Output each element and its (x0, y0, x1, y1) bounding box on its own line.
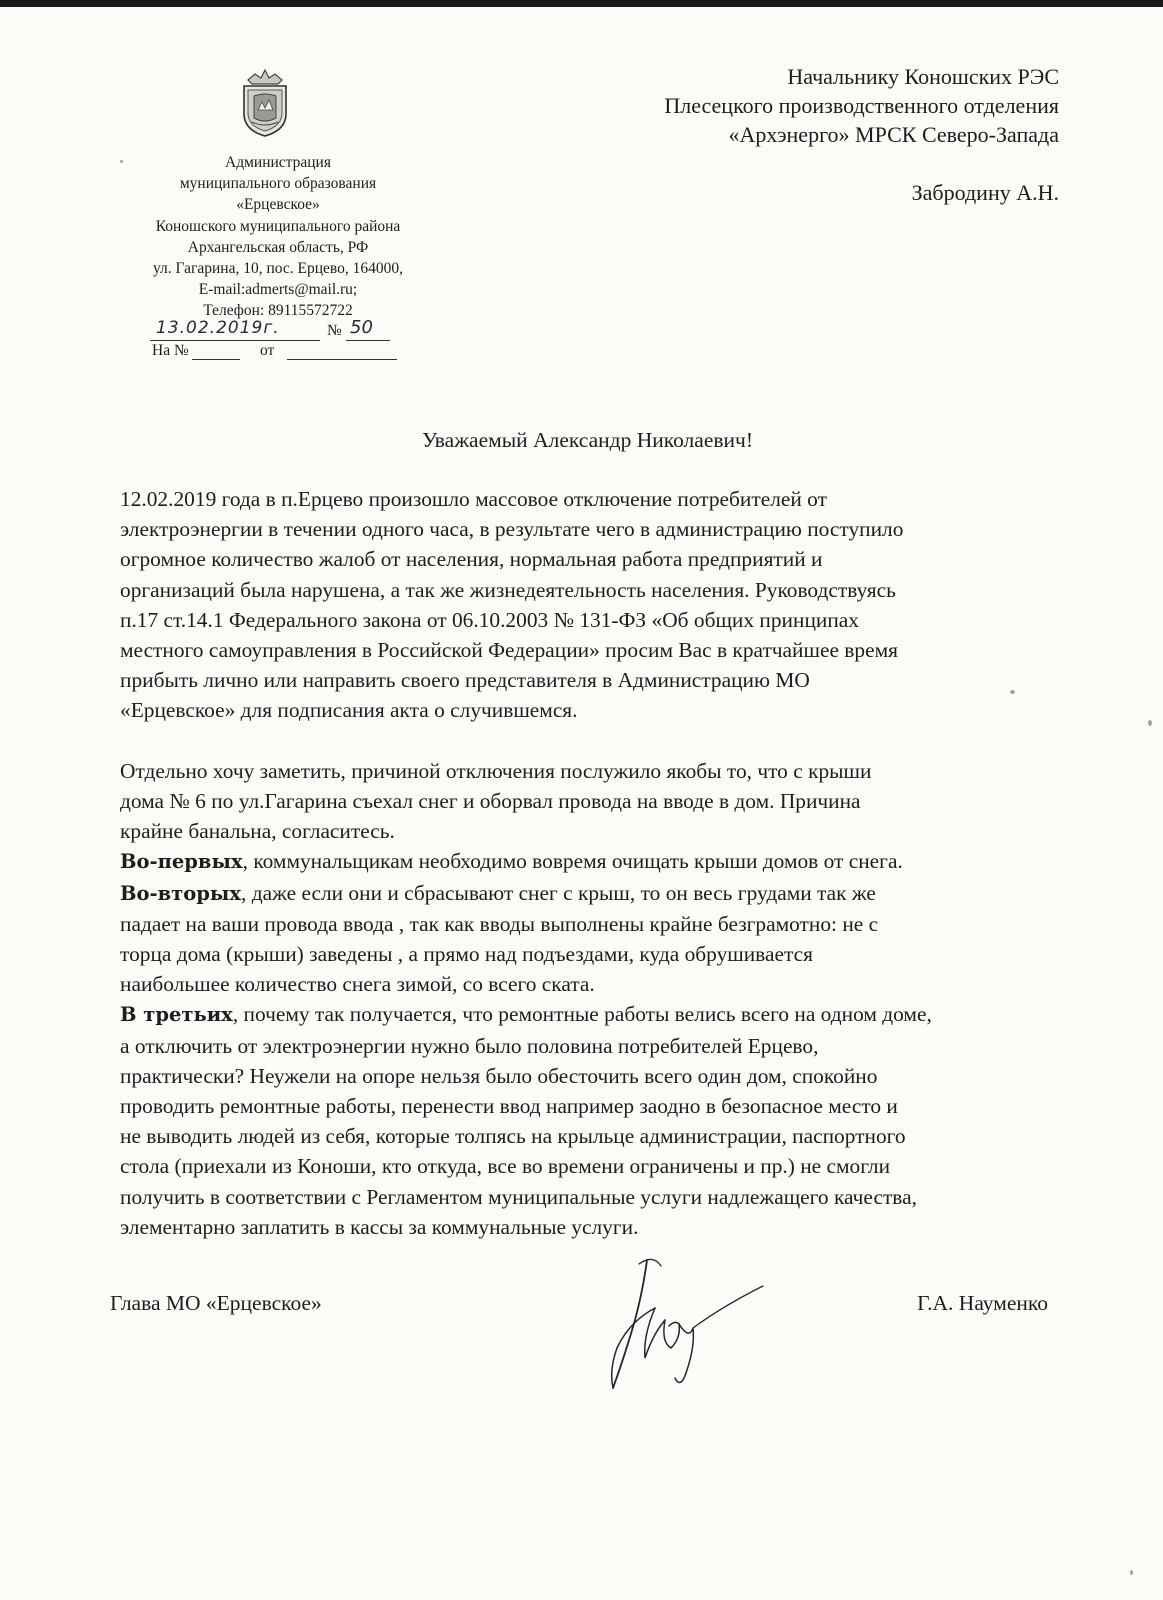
addressee-line: Плесецкого производственного отделения (664, 93, 1059, 118)
point-second-text: , даже если они и сбрасывают снег с крыш, то он весь грудами так же (241, 880, 876, 905)
sender-line: Архангельская область, РФ (187, 238, 369, 256)
signatory-name: Г.А. Науменко (917, 1291, 1048, 1315)
body-line: Отдельно хочу заметить, причиной отключения послужило якобы то, что с крыши (120, 758, 872, 783)
body-line: наибольшее количество снега зимой, со всего ската. (120, 972, 595, 997)
paragraph-gap (120, 726, 1070, 756)
addressee-line: «Архэнерго» МРСК Северо-Запада (728, 122, 1059, 147)
in-reply-date-blank (287, 359, 397, 360)
sender-line: Администрация (225, 154, 331, 171)
body-line: получить в соответствии с Регламентом муниципальные услуги надлежащего качества, (120, 1184, 917, 1209)
handwritten-signature-icon (595, 1250, 775, 1400)
sender-line: Коношского муниципального района (155, 217, 401, 235)
registration-number: 50 (350, 317, 373, 338)
sender-phone: Телефон: 89115572722 (203, 302, 353, 320)
sender-line: муниципального образования (179, 175, 377, 193)
coat-of-arms-icon (238, 66, 292, 138)
addressee-line: Начальнику Коношских РЭС (787, 64, 1059, 89)
point-first-text: , коммунальщикам необходимо вовремя очищать крыши домов от снега. (242, 849, 903, 874)
body-line: а отключить от электроэнергии нужно было половина потребителей Ерцево, (120, 1033, 819, 1058)
registration-number-label: № (327, 322, 342, 339)
body-line: «Ерцевское» для подписания акта о случившемся. (120, 698, 578, 723)
body-line: п.17 ст.14.1 Федерального закона от 06.10.2003 № 131-ФЗ «Об общих принципах (120, 607, 859, 632)
in-reply-label: На № (152, 342, 189, 359)
scan-speck (1130, 1570, 1133, 1575)
sender-block (118, 152, 438, 322)
body-line: практически? Неужели на опоре нельзя было обесточить всего один дом, спокойно (120, 1063, 878, 1088)
scan-speck (1148, 720, 1152, 726)
body-line: падает на ваши провода ввода , так как вводы выполнены крайне безграмотно: не с (120, 911, 879, 936)
scan-edge (0, 0, 1163, 7)
sender-line: «Ерцевское» (236, 196, 320, 214)
sender-address: ул. Гагарина, 10, пос. Ерцево, 164000, (152, 260, 403, 278)
point-second (120, 878, 1070, 909)
letter-body (120, 484, 1070, 1242)
number-underline (346, 340, 390, 341)
point-third-text: , почему так получается, что ремонтные работы велись всего на одном доме, (232, 1002, 932, 1027)
body-line: дома № 6 по ул.Гагарина съехал снег и оборвал провода на вводе в дом. Причина (120, 789, 861, 814)
greeting: Уважаемый Александр Николаевич! (421, 428, 753, 452)
in-reply-from-label: от (260, 342, 275, 359)
point-second-label: Во-вторых (120, 881, 242, 905)
point-first-label: Во-первых (120, 850, 243, 874)
point-first (120, 846, 1070, 877)
body-line: проводить ремонтные работы, перенести ввод например заодно в безопасное место и (120, 1094, 898, 1119)
registration-line (150, 317, 400, 344)
body-line: не выводить людей из себя, которые толпясь на крыльце администрации, паспортного (120, 1124, 906, 1149)
body-line: прибыть лично или направить своего представителя в Администрацию МО (120, 668, 810, 693)
addressee-block (664, 62, 1059, 207)
body-line: 12.02.2019 года в п.Ерцево произошло массовое отключение потребителей от (120, 487, 827, 511)
sender-email: E-mail:admerts@mail.ru; (198, 281, 358, 299)
body-line: элементарно заплатить в кассы за коммунальные услуги. (120, 1214, 639, 1239)
point-third (120, 999, 1070, 1030)
date-underline (150, 340, 320, 341)
body-line: электроэнергии в течении одного часа, в результате чего в администрацию поступило (120, 517, 904, 542)
signatory-title: Глава МО «Ерцевское» (110, 1291, 322, 1315)
point-third-label: В третьих (120, 1003, 233, 1027)
addressee-name: Забродину А.Н. (911, 180, 1059, 205)
body-line: крайне банальна, согласитесь. (120, 819, 395, 844)
body-line: организаций была нарушена, а так же жизнедеятельность населения. Руководствуясь (120, 577, 896, 602)
in-reply-number-blank (192, 359, 240, 360)
body-line: торца дома (крыши) заведены , а прямо над подъездами, куда обрушивается (120, 942, 813, 967)
in-reply-line (152, 342, 412, 364)
body-line: огромное количество жалоб от населения, нормальная работа предприятий и (120, 547, 823, 572)
body-line: местного самоуправления в Российской Федерации» просим Вас в кратчайшее время (120, 638, 898, 663)
body-line: стола (приехали из Коноши, кто откуда, все во времени ограничены и пр.) не смогли (120, 1154, 891, 1179)
registration-date: 13.02.2019г. (156, 318, 280, 338)
